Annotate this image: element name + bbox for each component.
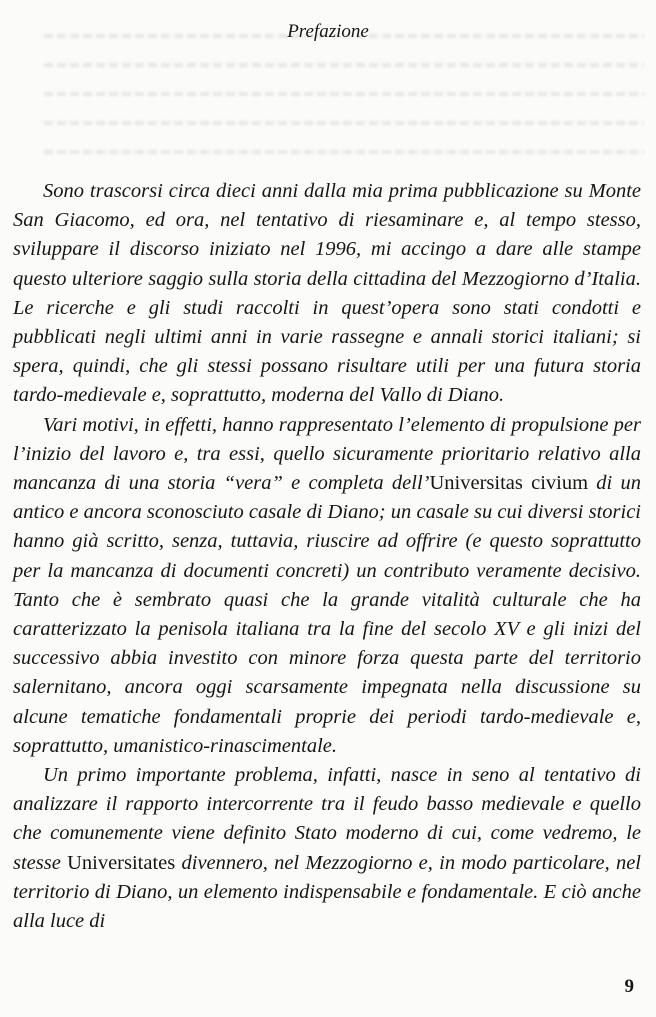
latin-term: Universitates — [67, 851, 176, 874]
text-run: divennero, nel Mezzogiorno e, in modo particolare, nel territorio di Diano, un elemento indispensabile e fondamentale. E ciò anche alla luce di — [13, 851, 642, 933]
page-number: 9 — [624, 976, 634, 997]
text-run: Un primo importante problema, infatti, nasce in seno al tentativo di analizzare il rapporto intercorrente tra il feudo basso medievale e quello che comunemente viene definito Stato moderno di cui, come vedremo, le stesse — [13, 764, 641, 874]
page-title: Prefazione — [287, 21, 369, 42]
latin-term: Universitas civium — [429, 472, 589, 495]
text-run: Vari motivi, in effetti, hanno rappresentato l’elemento di propulsione per l’inizio del lavoro e, tra essi, quello sicuramente prioritario relativo alla mancanza di una storia “vera” e completa dell’ — [13, 413, 641, 495]
paragraph — [13, 411, 641, 761]
text-run: Sono trascorsi circa dieci anni dalla mia prima pubblicazione su Monte San Giacomo, ed ora, nel tentativo di riesaminare e, al tempo stesso, sviluppare il discorso iniziato nel 1996, mi accingo a dare alle stampe questo ulteriore saggio sulla storia della cittadina del Mezzogiorno d’Italia. Le ricerche e gli studi raccolti in quest’opera sono stati condotti e pubblicati negli ultimi anni in varie rassegne e annali storici italiani; si spera, quindi, che gli stessi possano risultare utili per una futura storia tardo-medievale e, soprattutto, moderna del Vallo di Diano. — [13, 180, 641, 407]
paragraph — [13, 761, 641, 936]
text-run: di un antico e ancora sconosciuto casale di Diano; un casale su cui diversi storici hanno già scritto, senza, tuttavia, riuscire ad offrire (e questo soprattutto per la mancanza di documenti concreti) un contributo veramente decisivo. Tanto che è sembrato quasi che la grande vitalità culturale che ha caratterizzato la penisola italiana tra la fine del secolo XV e gli inizi del successivo abbia investito con minore forza questa parte del territorio salernitano, ancora oggi scarsamente impegnata nella discussione su alcune tematiche fondamentali proprie dei periodi tardo-medievale e, soprattutto, umanistico-rinascimentale. — [13, 472, 641, 757]
body-text — [13, 177, 641, 936]
paragraph — [13, 177, 641, 411]
